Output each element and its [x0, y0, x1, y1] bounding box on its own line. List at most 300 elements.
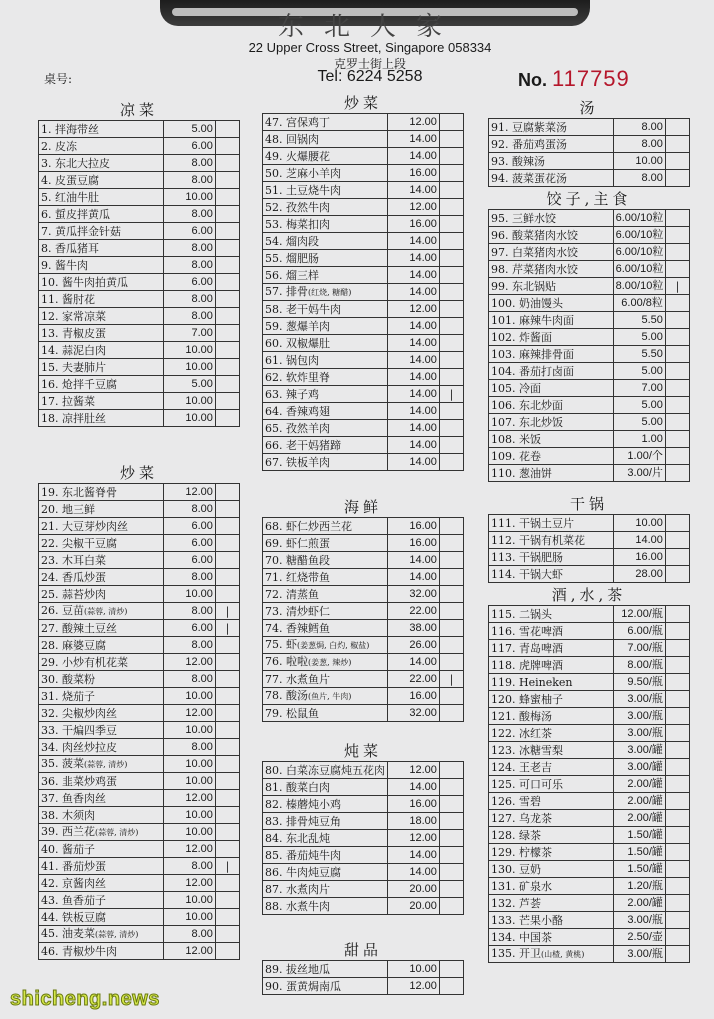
menu-item-name-cell — [263, 386, 388, 403]
menu-item-name: 熘三样 — [286, 268, 319, 282]
menu-item-row — [489, 742, 690, 759]
menu-item-name: 香辣鸡翅 — [286, 404, 330, 418]
menu-item-order-mark: | — [439, 386, 463, 403]
table-number-label: 桌号: — [44, 72, 73, 86]
menu-item-name: 鱼香茄子 — [62, 893, 106, 907]
menu-item-name: 炝拌千豆腐 — [62, 377, 117, 391]
menu-item-name: 芒果小酪 — [519, 913, 563, 927]
menu-item-price: 14.00 — [387, 552, 439, 569]
menu-item-price: 12.00 — [387, 762, 439, 779]
menu-item-name: 菠菜 — [62, 757, 84, 770]
menu-item-name-cell — [489, 136, 614, 153]
menu-item-number: 82. — [265, 797, 283, 811]
menu-item-order-mark — [439, 403, 463, 420]
menu-item-name: 拔丝地瓜 — [286, 962, 330, 976]
menu-item-name: 乌龙茶 — [519, 811, 552, 825]
menu-item-row — [263, 267, 464, 284]
menu-item-name: 酸菜白肉 — [286, 780, 330, 794]
section-jiaozi — [488, 189, 690, 482]
menu-item-name: 铁板羊肉 — [286, 455, 330, 469]
menu-item-price: 12.00 — [163, 943, 215, 960]
menu-item-number: 5. — [41, 190, 52, 204]
menu-item-row — [39, 603, 240, 620]
menu-item-name-cell — [263, 762, 388, 779]
menu-item-name: 锅包肉 — [286, 353, 319, 367]
menu-item-name-cell — [39, 620, 164, 637]
menu-item-order-mark — [439, 233, 463, 250]
menu-item-row — [39, 376, 240, 393]
menu-item-name: 干锅土豆片 — [519, 516, 574, 530]
menu-item-order-mark — [665, 946, 689, 963]
menu-item-name-cell — [489, 532, 614, 549]
menu-item-number: 119. — [491, 675, 516, 689]
menu-item-name-cell — [263, 165, 388, 182]
menu-item-name: 土豆烧牛肉 — [286, 183, 341, 197]
menu-item-name: 番茄鸡蛋汤 — [512, 137, 567, 151]
menu-item-number: 77. — [265, 672, 283, 686]
menu-item-row — [39, 393, 240, 410]
menu-item-row — [489, 878, 690, 895]
menu-item-name: 香瓜炒蛋 — [62, 570, 106, 584]
menu-item-order-mark — [215, 189, 239, 206]
menu-item-name-cell — [489, 312, 614, 329]
menu-item-number: 134. — [491, 930, 516, 944]
menu-item-number: 132. — [491, 896, 516, 910]
menu-item-price: 6.00 — [163, 535, 215, 552]
menu-item-order-mark — [215, 722, 239, 739]
menu-item-number: 11. — [41, 292, 59, 306]
menu-item-name: 干锅肥肠 — [519, 550, 563, 564]
menu-item-price: 12.00 — [163, 484, 215, 501]
menu-item-price: 16.00 — [613, 549, 665, 566]
menu-item-name-cell — [263, 403, 388, 420]
menu-item-name-cell — [39, 569, 164, 586]
menu-item-number: 21. — [41, 519, 59, 533]
menu-item-name: 虾 — [286, 638, 297, 651]
menu-item-order-mark — [439, 654, 463, 671]
menu-item-name-cell — [489, 329, 614, 346]
menu-item-row — [489, 549, 690, 566]
menu-item-price: 6.00 — [163, 518, 215, 535]
menu-item-price: 10.00 — [163, 892, 215, 909]
menu-item-name-cell — [489, 895, 614, 912]
menu-item-name-cell — [489, 844, 614, 861]
section-ganguo — [488, 494, 690, 583]
menu-item-order-mark — [215, 172, 239, 189]
menu-item-name: 柠檬茶 — [519, 845, 552, 859]
menu-item-price: 8.00 — [163, 291, 215, 308]
menu-item-price: 6.00 — [163, 620, 215, 637]
menu-item-row — [489, 153, 690, 170]
menu-item-row — [489, 640, 690, 657]
menu-item-price: 10.00 — [163, 586, 215, 603]
menu-item-options: (蒜蓉, 清炒) — [95, 930, 139, 939]
menu-item-row — [263, 637, 464, 654]
menu-item-row — [263, 216, 464, 233]
menu-item-order-mark — [665, 895, 689, 912]
menu-item-name: 木须肉 — [62, 808, 95, 822]
menu-item-number: 86. — [265, 865, 283, 879]
menu-item-name: 蜇皮拌黄瓜 — [55, 207, 110, 221]
menu-item-price: 28.00 — [613, 566, 665, 583]
menu-item-row — [489, 844, 690, 861]
menu-item-price: 14.00 — [387, 233, 439, 250]
menu-item-name-cell — [489, 278, 614, 295]
menu-item-order-mark — [665, 640, 689, 657]
menu-item-name: 花卷 — [519, 449, 541, 463]
menu-item-name: 家常凉菜 — [62, 309, 106, 323]
menu-item-name-cell — [263, 796, 388, 813]
menu-item-price: 8.00 — [163, 603, 215, 620]
menu-item-name: 雪碧 — [519, 794, 541, 808]
menu-item-name-cell — [39, 807, 164, 824]
menu-item-price: 10.00 — [387, 961, 439, 978]
menu-item-name: 香瓜猪耳 — [55, 241, 99, 255]
menu-item-number: 6. — [41, 207, 52, 221]
menu-item-order-mark — [439, 131, 463, 148]
menu-item-row — [39, 705, 240, 722]
menu-item-row — [263, 762, 464, 779]
menu-item-number: 108. — [491, 432, 516, 446]
menu-item-number: 93. — [491, 154, 509, 168]
menu-item-name-cell — [39, 121, 164, 138]
menu-item-number: 75. — [265, 638, 283, 651]
menu-item-price: 6.00/10粒 — [613, 244, 665, 261]
menu-item-name: 酸梅汤 — [519, 709, 552, 723]
menu-item-number: 24. — [41, 570, 59, 584]
menu-table — [262, 960, 464, 995]
menu-item-row — [39, 223, 240, 240]
menu-item-row — [39, 688, 240, 705]
menu-item-price: 22.00 — [387, 671, 439, 688]
menu-item-number: 128. — [491, 828, 516, 842]
menu-item-row — [39, 943, 240, 960]
menu-item-name: 排骨 — [286, 285, 308, 298]
menu-item-price: 16.00 — [387, 216, 439, 233]
menu-item-number: 68. — [265, 519, 283, 533]
menu-item-price: 8.00 — [163, 501, 215, 518]
menu-item-number: 46. — [41, 944, 59, 958]
menu-item-name-cell — [39, 722, 164, 739]
menu-item-order-mark — [215, 393, 239, 410]
menu-item-name: 水煮牛肉 — [286, 899, 330, 913]
menu-item-number: 37. — [41, 791, 59, 805]
menu-item-number: 45. — [41, 927, 59, 940]
menu-item-number: 130. — [491, 862, 516, 876]
menu-item-row — [39, 155, 240, 172]
menu-item-order-mark — [215, 484, 239, 501]
menu-item-number: 72. — [265, 587, 283, 601]
menu-item-price: 12.00 — [387, 199, 439, 216]
menu-item-name-cell — [489, 623, 614, 640]
menu-item-name: 酱牛肉 — [55, 258, 88, 272]
menu-item-row — [263, 552, 464, 569]
menu-item-order-mark — [439, 898, 463, 915]
menu-item-name-cell — [39, 376, 164, 393]
menu-item-number: 122. — [491, 726, 516, 740]
menu-item-order-mark — [439, 796, 463, 813]
menu-item-name-cell — [39, 206, 164, 223]
menu-item-number: 88. — [265, 899, 283, 913]
menu-item-order-mark — [665, 912, 689, 929]
menu-item-name: 夫妻肺片 — [62, 360, 106, 374]
menu-item-price: 10.00 — [163, 773, 215, 790]
menu-item-row — [39, 569, 240, 586]
menu-item-order-mark — [215, 138, 239, 155]
menu-item-price: 14.00 — [387, 335, 439, 352]
menu-item-name-cell — [489, 261, 614, 278]
menu-item-price: 8.00/10粒 — [613, 278, 665, 295]
menu-item-price: 2.50/壶 — [613, 929, 665, 946]
menu-item-name: 菠菜蛋花汤 — [512, 171, 567, 185]
menu-item-order-mark — [439, 535, 463, 552]
menu-item-name-cell — [489, 878, 614, 895]
menu-item-order-mark — [665, 448, 689, 465]
menu-item-order-mark — [215, 410, 239, 427]
menu-item-name-cell — [39, 359, 164, 376]
menu-item-row — [39, 824, 240, 841]
menu-item-price: 14.00 — [387, 569, 439, 586]
menu-item-order-mark — [215, 325, 239, 342]
menu-item-order-mark — [665, 657, 689, 674]
menu-item-price: 8.00 — [163, 155, 215, 172]
menu-item-order-mark — [439, 369, 463, 386]
menu-item-row — [489, 397, 690, 414]
menu-item-name: 酸辣汤 — [512, 154, 545, 168]
menu-item-price: 10.00 — [163, 824, 215, 841]
menu-item-number: 1. — [41, 122, 52, 136]
menu-item-name-cell — [39, 484, 164, 501]
menu-item-price: 9.50/瓶 — [613, 674, 665, 691]
menu-item-name-cell — [263, 250, 388, 267]
menu-item-order-mark: | — [665, 278, 689, 295]
menu-item-price: 12.00 — [387, 830, 439, 847]
menu-item-number: 57. — [265, 285, 283, 298]
menu-item-number: 36. — [41, 774, 59, 788]
menu-item-number: 14. — [41, 343, 59, 357]
menu-item-number: 109. — [491, 449, 516, 463]
menu-item-price: 14.00 — [387, 386, 439, 403]
menu-item-row — [489, 448, 690, 465]
menu-item-options: (红烧, 糖醋) — [308, 288, 352, 297]
menu-item-number: 30. — [41, 672, 59, 686]
menu-item-order-mark: | — [215, 858, 239, 875]
menu-item-order-mark — [215, 586, 239, 603]
menu-item-name: 拌海带丝 — [55, 122, 99, 136]
menu-item-order-mark — [439, 881, 463, 898]
menu-item-name: 水煮鱼片 — [286, 672, 330, 686]
menu-item-order-mark — [215, 909, 239, 926]
menu-item-order-mark — [215, 518, 239, 535]
menu-item-name: 中国茶 — [519, 930, 552, 944]
menu-item-price: 8.00 — [163, 240, 215, 257]
menu-item-name: 干锅大虾 — [519, 567, 563, 581]
menu-item-number: 49. — [265, 149, 283, 163]
menu-item-price: 16.00 — [387, 796, 439, 813]
menu-item-name-cell — [39, 603, 164, 620]
menu-item-name-cell — [263, 518, 388, 535]
menu-item-name: 啦啦 — [286, 655, 308, 668]
menu-item-name-cell — [489, 742, 614, 759]
menu-item-name: 糖醋鱼段 — [286, 553, 330, 567]
menu-item-name: 开卫 — [519, 947, 541, 960]
menu-item-price: 5.00 — [163, 376, 215, 393]
menu-item-price: 2.00/罐 — [613, 810, 665, 827]
menu-item-name-cell — [263, 437, 388, 454]
menu-item-row — [489, 227, 690, 244]
menu-item-name-cell — [489, 827, 614, 844]
address-chinese: 克罗士街上段 — [333, 57, 406, 71]
menu-item-row — [39, 790, 240, 807]
menu-item-price: 3.00/片 — [613, 465, 665, 482]
menu-item-name: 烧茄子 — [62, 689, 95, 703]
menu-item-row — [263, 688, 464, 705]
menu-item-price: 14.00 — [387, 403, 439, 420]
menu-item-order-mark — [439, 518, 463, 535]
menu-item-name-cell — [39, 240, 164, 257]
menu-item-number: 103. — [491, 347, 516, 361]
menu-item-row — [489, 329, 690, 346]
menu-item-name: 芹菜猪肉水饺 — [512, 262, 578, 276]
menu-item-number: 25. — [41, 587, 59, 601]
menu-item-order-mark — [215, 739, 239, 756]
menu-item-number: 17. — [41, 394, 59, 408]
menu-item-price: 32.00 — [387, 586, 439, 603]
menu-item-order-mark — [439, 352, 463, 369]
menu-item-number: 27. — [41, 621, 59, 635]
menu-item-order-mark — [665, 793, 689, 810]
menu-item-name: 大豆芽炒肉丝 — [62, 519, 128, 533]
menu-item-name: 酱肘花 — [62, 292, 95, 306]
menu-item-number: 12. — [41, 309, 59, 323]
menu-item-name-cell — [489, 448, 614, 465]
menu-item-number: 114. — [491, 567, 516, 581]
menu-item-number: 110. — [491, 466, 516, 480]
menu-item-row — [39, 206, 240, 223]
menu-item-order-mark — [215, 535, 239, 552]
menu-item-order-mark — [215, 206, 239, 223]
menu-item-row — [39, 172, 240, 189]
menu-item-name: 京酱肉丝 — [62, 876, 106, 890]
menu-item-name-cell — [489, 810, 614, 827]
menu-item-name-cell — [489, 363, 614, 380]
menu-item-number: 73. — [265, 604, 283, 618]
menu-item-price: 6.00 — [163, 138, 215, 155]
menu-item-number: 131. — [491, 879, 516, 893]
menu-item-name: 葱爆羊肉 — [286, 319, 330, 333]
menu-item-name-cell — [263, 420, 388, 437]
menu-item-name: 凉拌肚丝 — [62, 411, 106, 425]
menu-item-order-mark — [215, 892, 239, 909]
menu-item-number: 8. — [41, 241, 52, 255]
menu-item-order-mark — [215, 705, 239, 722]
menu-item-row — [263, 182, 464, 199]
menu-item-number: 120. — [491, 692, 516, 706]
menu-item-order-mark — [439, 603, 463, 620]
menu-item-number: 9. — [41, 258, 52, 272]
menu-item-price: 1.50/罐 — [613, 827, 665, 844]
menu-item-order-mark — [439, 637, 463, 654]
menu-item-row — [263, 301, 464, 318]
menu-item-name: 小炒有机花菜 — [62, 655, 128, 669]
menu-item-name-cell — [39, 518, 164, 535]
menu-item-number: 63. — [265, 387, 283, 401]
menu-item-row — [489, 295, 690, 312]
menu-item-row — [263, 148, 464, 165]
menu-item-name-cell — [263, 284, 388, 301]
menu-item-order-mark — [665, 674, 689, 691]
menu-item-order-mark — [215, 824, 239, 841]
menu-item-price: 5.00 — [613, 397, 665, 414]
menu-item-price: 10.00 — [163, 756, 215, 773]
menu-item-order-mark — [665, 878, 689, 895]
menu-item-row — [489, 657, 690, 674]
menu-item-row — [489, 312, 690, 329]
section-jiushui — [488, 585, 690, 963]
menu-item-number: 113. — [491, 550, 516, 564]
menu-item-number: 97. — [491, 245, 509, 259]
menu-item-row — [39, 637, 240, 654]
menu-item-name: 梅菜扣肉 — [286, 217, 330, 231]
menu-item-order-mark — [665, 566, 689, 583]
menu-item-name-cell — [39, 501, 164, 518]
menu-item-row — [263, 420, 464, 437]
menu-item-order-mark — [215, 552, 239, 569]
section-title: 汤 — [579, 99, 599, 117]
menu-item-name: 酱牛肉拍黄瓜 — [62, 275, 128, 289]
menu-item-name-cell — [489, 210, 614, 227]
menu-item-order-mark — [215, 654, 239, 671]
menu-item-name-cell — [263, 233, 388, 250]
menu-item-row — [263, 250, 464, 267]
menu-item-name-cell — [263, 535, 388, 552]
menu-item-order-mark — [215, 807, 239, 824]
menu-item-row — [263, 779, 464, 796]
menu-item-name: 豆腐紫菜汤 — [512, 120, 567, 134]
menu-item-price: 12.00 — [387, 114, 439, 131]
menu-item-price: 10.00 — [613, 515, 665, 532]
menu-item-number: 53. — [265, 217, 283, 231]
menu-item-name-cell — [39, 257, 164, 274]
menu-item-name: 水煮肉片 — [286, 882, 330, 896]
menu-item-price: 12.00 — [163, 705, 215, 722]
menu-item-name-cell — [489, 929, 614, 946]
menu-item-name-cell — [489, 912, 614, 929]
menu-item-order-mark: | — [439, 671, 463, 688]
menu-item-number: 81. — [265, 780, 283, 794]
menu-item-row — [263, 233, 464, 250]
menu-item-order-mark — [439, 569, 463, 586]
menu-item-number: 104. — [491, 364, 516, 378]
menu-item-price: 10.00 — [163, 189, 215, 206]
menu-item-row — [489, 515, 690, 532]
menu-item-name: 豆苗 — [62, 604, 84, 617]
menu-item-number: 92. — [491, 137, 509, 151]
menu-item-price: 1.20/瓶 — [613, 878, 665, 895]
menu-item-row — [263, 284, 464, 301]
menu-item-name: 番茄炒蛋 — [62, 859, 106, 873]
menu-item-row — [489, 912, 690, 929]
menu-item-number: 115. — [491, 607, 516, 621]
menu-item-name: 熘肉段 — [286, 234, 319, 248]
menu-item-price: 3.00/瓶 — [613, 708, 665, 725]
menu-item-number: 65. — [265, 421, 283, 435]
menu-item-number: 87. — [265, 882, 283, 896]
menu-item-row — [263, 961, 464, 978]
menu-item-name-cell — [263, 182, 388, 199]
menu-item-name: 蜂蜜柚子 — [519, 692, 563, 706]
menu-item-price: 2.00/罐 — [613, 895, 665, 912]
